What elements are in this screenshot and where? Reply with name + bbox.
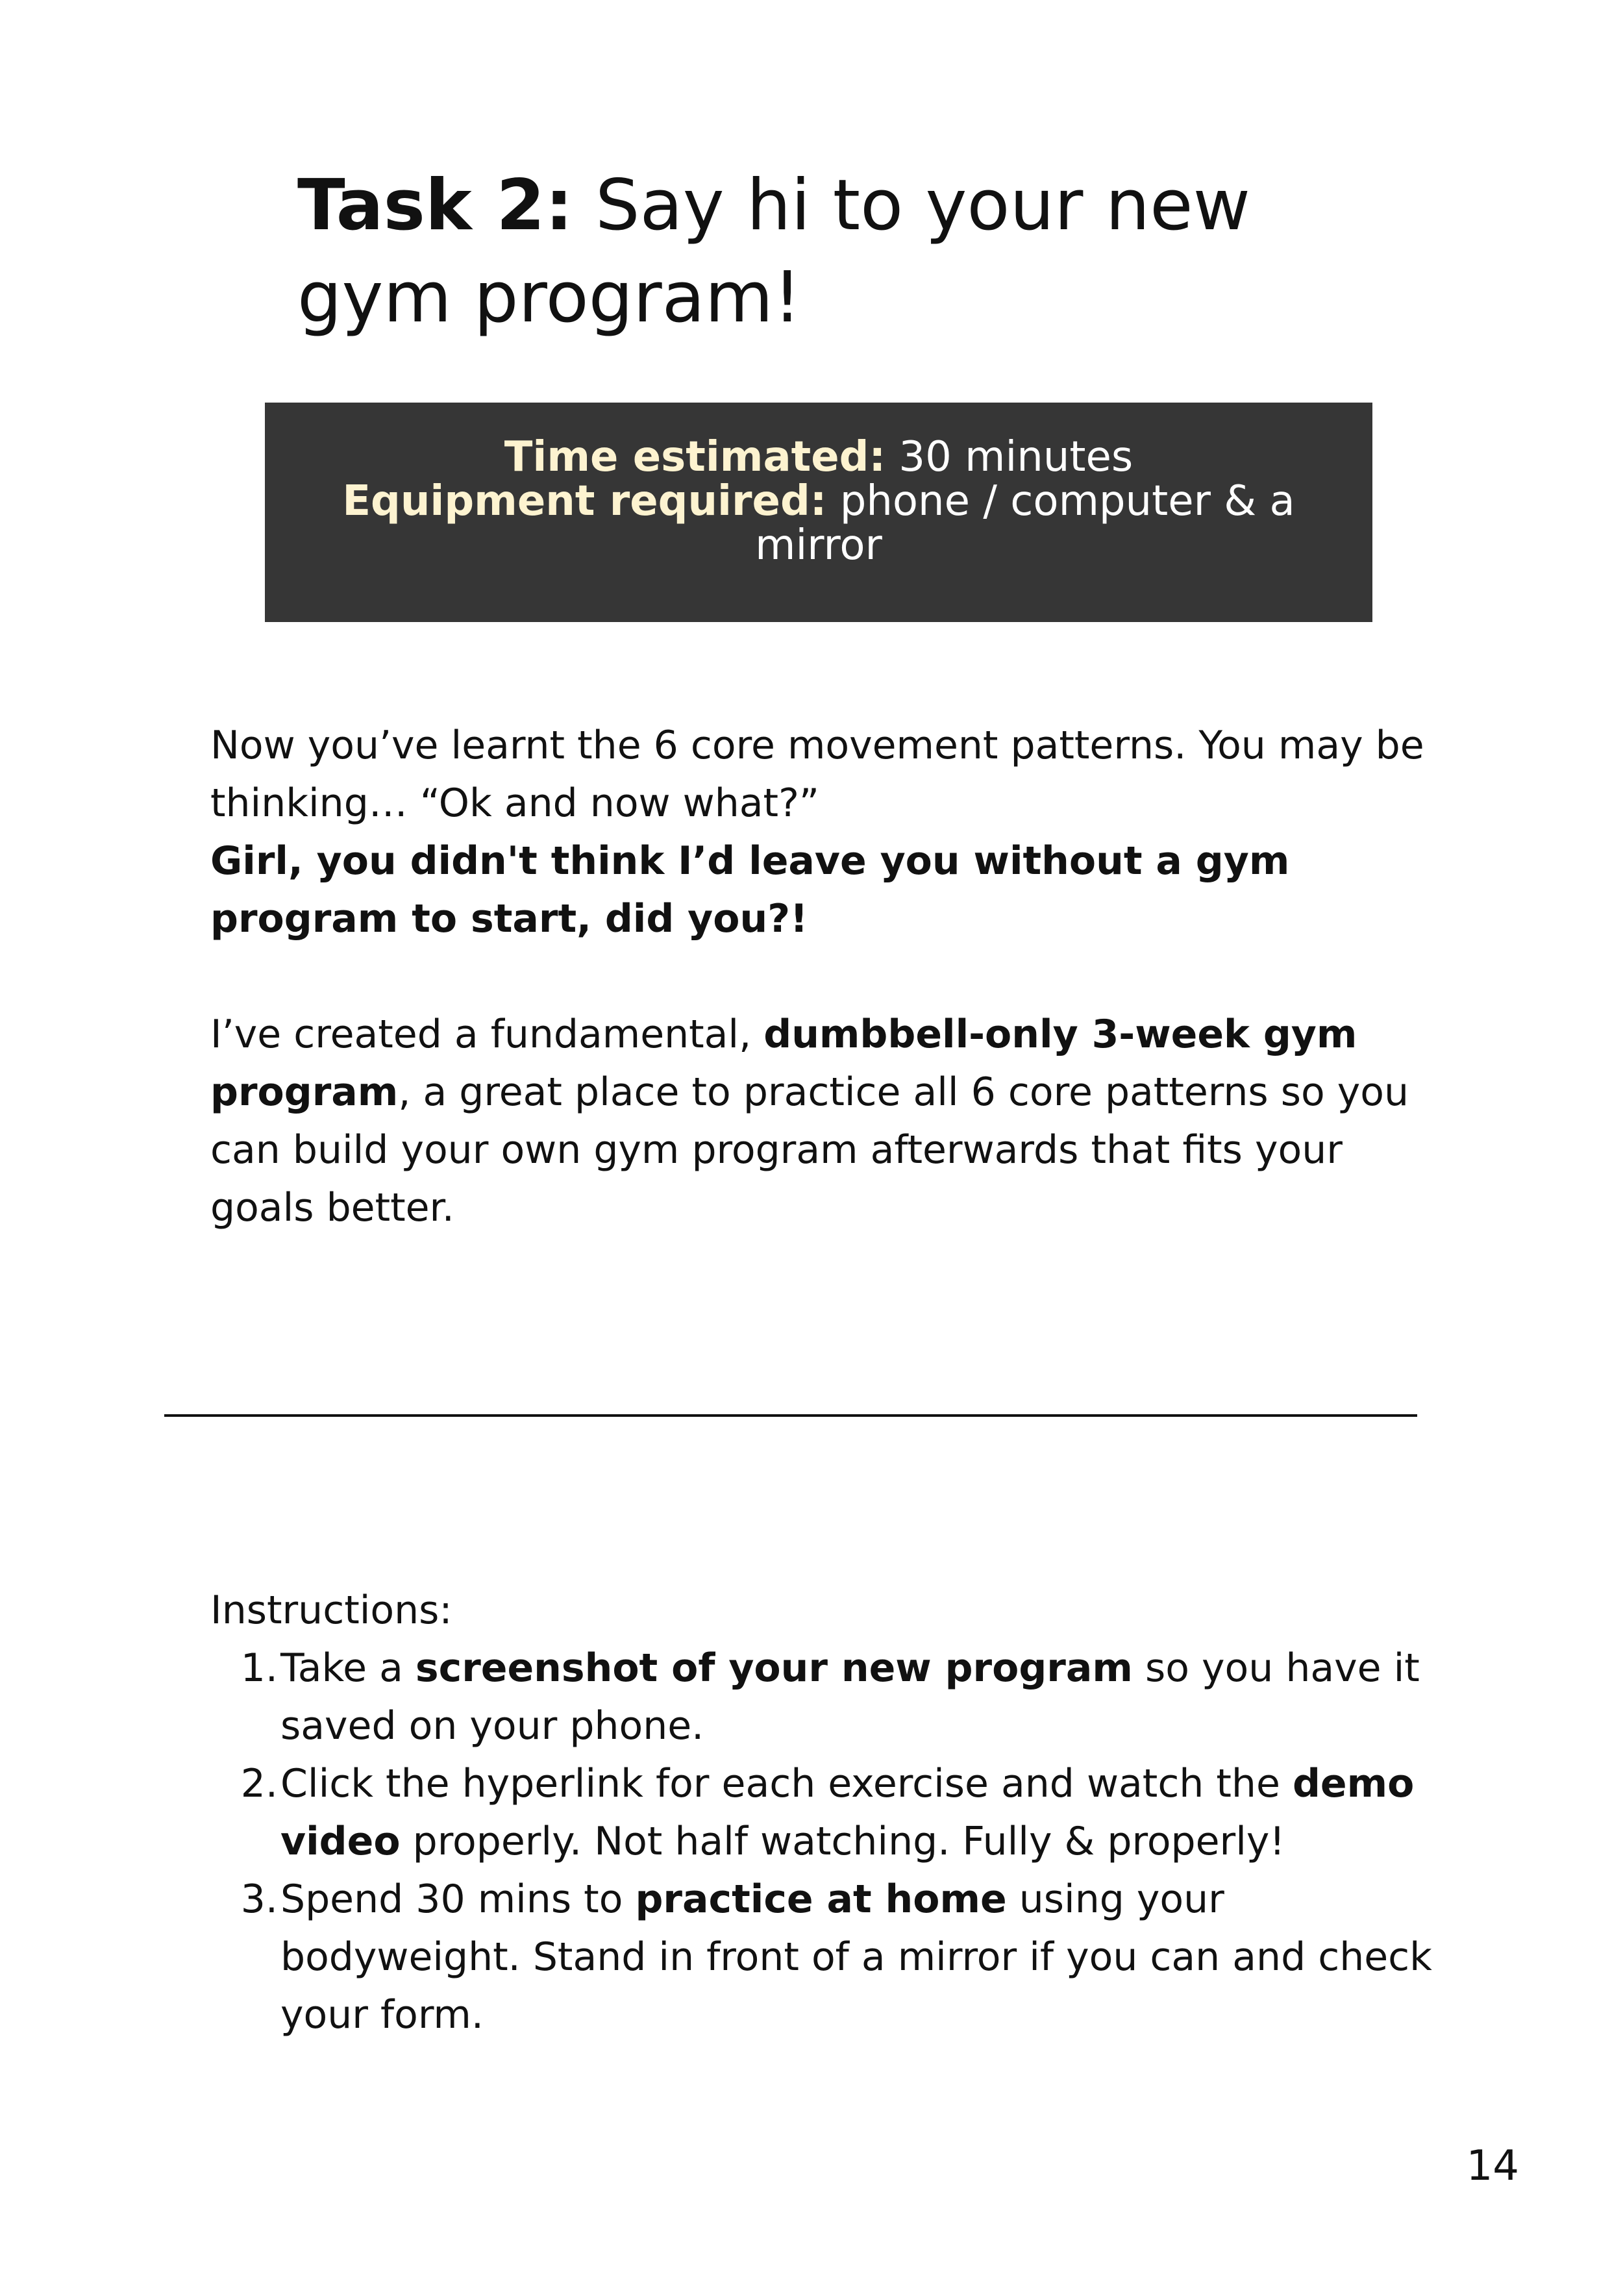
equipment-row — [323, 479, 1314, 568]
equipment-value: phone / computer & a mirror — [755, 477, 1295, 569]
instruction-item — [210, 1755, 1444, 1871]
instructions-heading: Instructions: — [210, 1588, 452, 1633]
instruction-text-bold: screenshot of your new program — [415, 1645, 1133, 1691]
title-line2-text: gym program! — [297, 257, 802, 338]
instructions-list — [210, 1640, 1444, 2044]
instruction-item — [210, 1640, 1444, 1755]
time-estimate-row — [323, 435, 1314, 479]
instruction-text-after: properly. Not half watching. Fully & properly! — [400, 1819, 1285, 1864]
intro-p2-start: I’ve created a fundamental, — [210, 1012, 764, 1057]
instruction-number: 1. — [240, 1645, 278, 1691]
time-estimate-label: Time estimated: — [504, 433, 886, 481]
instruction-text-after: so you have it saved on your phone. — [280, 1645, 1420, 1749]
page-number: 14 — [1466, 2142, 1519, 2190]
time-estimate-value: 30 minutes — [886, 433, 1134, 481]
instruction-text-before: Take a — [280, 1645, 415, 1691]
instruction-number: 3. — [240, 1877, 278, 1922]
title-line1-text: Say hi to your new — [573, 165, 1250, 246]
paragraph-gap — [210, 948, 1444, 1006]
intro-bold-line-1: Girl, you didn't think I’d leave you without a gym — [210, 838, 1290, 884]
page-title — [297, 160, 1401, 344]
intro-paragraph-1 — [210, 717, 1444, 948]
instruction-text-bold: demo video — [280, 1761, 1415, 1864]
instruction-item — [210, 1871, 1444, 2044]
section-divider — [164, 1414, 1417, 1417]
instruction-number: 2. — [240, 1761, 278, 1806]
intro-p2-bold-2: program — [210, 1069, 399, 1115]
instruction-text-bold: practice at home — [635, 1877, 1007, 1922]
instruction-text-before: Spend 30 mins to — [280, 1877, 636, 1922]
intro-p2-bold-1: dumbbell-only 3-week gym — [763, 1012, 1357, 1057]
intro-p2-end: , a great place to practice all 6 core patterns so you can build your own gym program afterwards that fits your goals better. — [210, 1069, 1409, 1230]
intro-paragraph-2 — [210, 1006, 1444, 1237]
instructions-section — [210, 1582, 1444, 2044]
intro-text: Now you’ve learnt the 6 core movement patterns. You may be thinking… “Ok and now what?” — [210, 723, 1424, 826]
equipment-label: Equipment required: — [342, 477, 827, 525]
instruction-text-after: using your bodyweight. Stand in front of a mirror if you can and check your form. — [280, 1877, 1432, 2038]
intro-section — [210, 717, 1444, 1237]
info-box — [265, 403, 1372, 622]
title-task-label: Task 2: — [297, 165, 573, 246]
instruction-text-before: Click the hyperlink for each exercise and watch the — [280, 1761, 1293, 1806]
intro-bold-line-2: program to start, did you?! — [210, 896, 808, 942]
